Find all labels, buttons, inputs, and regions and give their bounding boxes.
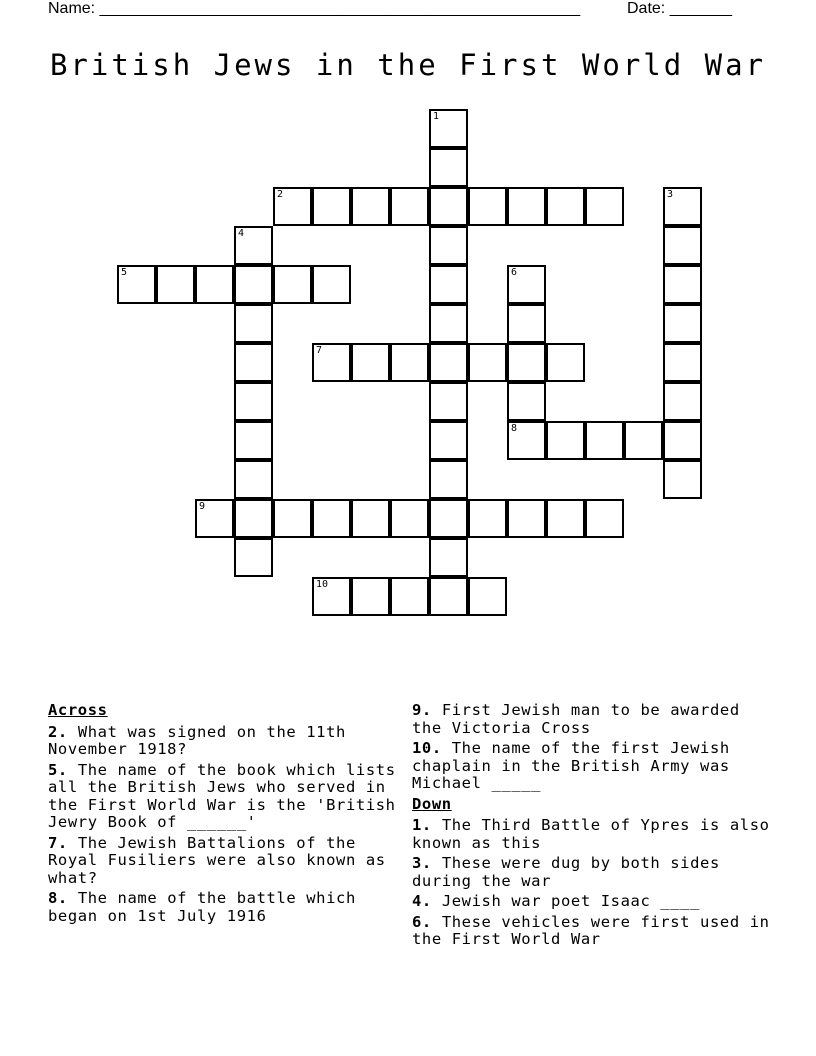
across-clue-5 [48, 762, 398, 832]
crossword-cell[interactable] [234, 382, 273, 421]
crossword-cell[interactable] [507, 343, 546, 382]
crossword-cell[interactable] [429, 265, 468, 304]
down-clue-3 [412, 855, 772, 890]
crossword-cell[interactable] [507, 304, 546, 343]
clue-number-label: 3 [667, 189, 674, 200]
crossword-cell[interactable] [663, 343, 702, 382]
clue-text: First Jewish man to be awarded the Victoria Cross [412, 701, 740, 737]
crossword-cell[interactable] [234, 421, 273, 460]
clue-text: The Jewish Battalions of the Royal Fusiliers were also known as what? [48, 833, 386, 887]
clue-number: 9. [412, 701, 432, 719]
crossword-cell[interactable] [234, 460, 273, 499]
clue-text: The Third Battle of Ypres is also known as this [412, 816, 770, 852]
clue-number: 6. [412, 912, 432, 931]
across-clue-9 [412, 702, 772, 737]
clue-text: The name of the battle which began on 1st July 1916 [48, 889, 356, 925]
crossword-cell[interactable] [312, 343, 351, 382]
crossword-cell[interactable] [546, 499, 585, 538]
crossword-cell[interactable] [117, 265, 156, 304]
clue-text: The name of the first Jewish chaplain in the British Army was Michael _____ [412, 739, 730, 792]
crossword-cell[interactable] [234, 538, 273, 577]
across-clue-7 [48, 835, 398, 888]
crossword-cell[interactable] [663, 187, 702, 226]
crossword-cell[interactable] [507, 382, 546, 421]
across-heading: Across [48, 701, 108, 719]
page-title: British Jews in the First World War [49, 48, 767, 82]
crossword-cell[interactable] [312, 577, 351, 616]
crossword-cell[interactable] [507, 499, 546, 538]
crossword-cell[interactable] [234, 226, 273, 265]
clue-number: 1. [412, 816, 432, 834]
crossword-cell[interactable] [390, 577, 429, 616]
crossword-cell[interactable] [312, 187, 351, 226]
crossword-cell[interactable] [585, 187, 624, 226]
crossword-cell[interactable] [351, 577, 390, 616]
clue-number-label: 4 [238, 228, 245, 239]
crossword-cell[interactable] [429, 499, 468, 538]
crossword-cell[interactable] [546, 187, 585, 226]
clues-column-left [48, 702, 398, 928]
crossword-cell[interactable] [390, 343, 429, 382]
clue-number-label: 6 [511, 267, 518, 278]
crossword-cell[interactable] [663, 226, 702, 265]
clue-number: 8. [48, 889, 68, 907]
crossword-cell[interactable] [468, 499, 507, 538]
clue-number: 3. [412, 854, 432, 872]
crossword-cell[interactable] [429, 187, 468, 226]
crossword-cell[interactable] [273, 265, 312, 304]
crossword-cell[interactable] [234, 343, 273, 382]
clue-number-label: 8 [511, 423, 518, 434]
crossword-cell[interactable] [507, 187, 546, 226]
down-clue-1 [412, 817, 772, 852]
crossword-cell[interactable] [273, 499, 312, 538]
crossword-cell[interactable] [585, 421, 624, 460]
crossword-cell[interactable] [429, 343, 468, 382]
across-clue-8 [48, 890, 398, 925]
clue-number-label: 5 [121, 267, 128, 278]
crossword-cell[interactable] [234, 265, 273, 304]
crossword-cell[interactable] [507, 265, 546, 304]
crossword-cell[interactable] [585, 499, 624, 538]
crossword-cell[interactable] [351, 499, 390, 538]
crossword-cell[interactable] [351, 343, 390, 382]
crossword-cell[interactable] [351, 187, 390, 226]
crossword-cell[interactable] [429, 460, 468, 499]
crossword-cell[interactable] [546, 421, 585, 460]
clue-number-label: 2 [277, 189, 284, 200]
crossword-cell[interactable] [390, 499, 429, 538]
crossword-cell[interactable] [663, 304, 702, 343]
clue-number-label: 7 [316, 345, 323, 356]
date-field-label: Date: _______ [627, 0, 732, 17]
clue-number-label: 1 [433, 111, 440, 122]
crossword-cell[interactable] [312, 499, 351, 538]
clue-text: Jewish war poet Isaac ____ [441, 892, 701, 910]
crossword-cell[interactable] [429, 148, 468, 187]
down-heading: Down [412, 794, 452, 813]
crossword-cell[interactable] [468, 577, 507, 616]
clue-number: 5. [48, 760, 68, 779]
crossword-cell[interactable] [429, 226, 468, 265]
crossword-cell[interactable] [468, 343, 507, 382]
crossword-cell[interactable] [273, 187, 312, 226]
clue-number: 2. [48, 722, 68, 741]
crossword-cell[interactable] [663, 382, 702, 421]
name-field-label: Name: ______________________________________________________ [48, 0, 581, 17]
clue-number-label: 9 [199, 501, 206, 512]
crossword-cell[interactable] [390, 187, 429, 226]
clues-column-right [412, 702, 772, 952]
crossword-cell[interactable] [195, 499, 234, 538]
clue-number: 7. [48, 833, 68, 852]
crossword-cell[interactable] [195, 265, 234, 304]
clue-text: What was signed on the 11th November 1918? [48, 722, 346, 758]
clue-number: 10. [412, 739, 442, 757]
down-clue-6 [412, 914, 772, 949]
across-clue-2 [48, 724, 398, 759]
crossword-cell[interactable] [312, 265, 351, 304]
crossword-cell[interactable] [429, 538, 468, 577]
clue-text: These were dug by both sides during the war [412, 854, 720, 890]
crossword-cell[interactable] [663, 421, 702, 460]
down-clue-4 [412, 893, 772, 911]
crossword-cell[interactable] [234, 499, 273, 538]
crossword-cell[interactable] [234, 304, 273, 343]
clue-number-label: 10 [316, 579, 329, 590]
crossword-cell[interactable] [624, 421, 663, 460]
crossword-cell[interactable] [507, 421, 546, 460]
crossword-cell[interactable] [663, 265, 702, 304]
clue-text: These vehicles were first used in the First World War [412, 912, 770, 948]
crossword-cell[interactable] [468, 187, 507, 226]
crossword-cell[interactable] [429, 304, 468, 343]
crossword-cell[interactable] [663, 460, 702, 499]
crossword-cell[interactable] [429, 382, 468, 421]
crossword-cell[interactable] [546, 343, 585, 382]
clue-number: 4. [412, 892, 432, 910]
crossword-cell[interactable] [429, 109, 468, 148]
crossword-cell[interactable] [429, 421, 468, 460]
across-clue-10 [412, 740, 772, 793]
crossword-cell[interactable] [429, 577, 468, 616]
crossword-cell[interactable] [156, 265, 195, 304]
clue-text: The name of the book which lists all the British Jews who served in the First World War is the 'British Jewry Book of ______' [48, 760, 396, 831]
